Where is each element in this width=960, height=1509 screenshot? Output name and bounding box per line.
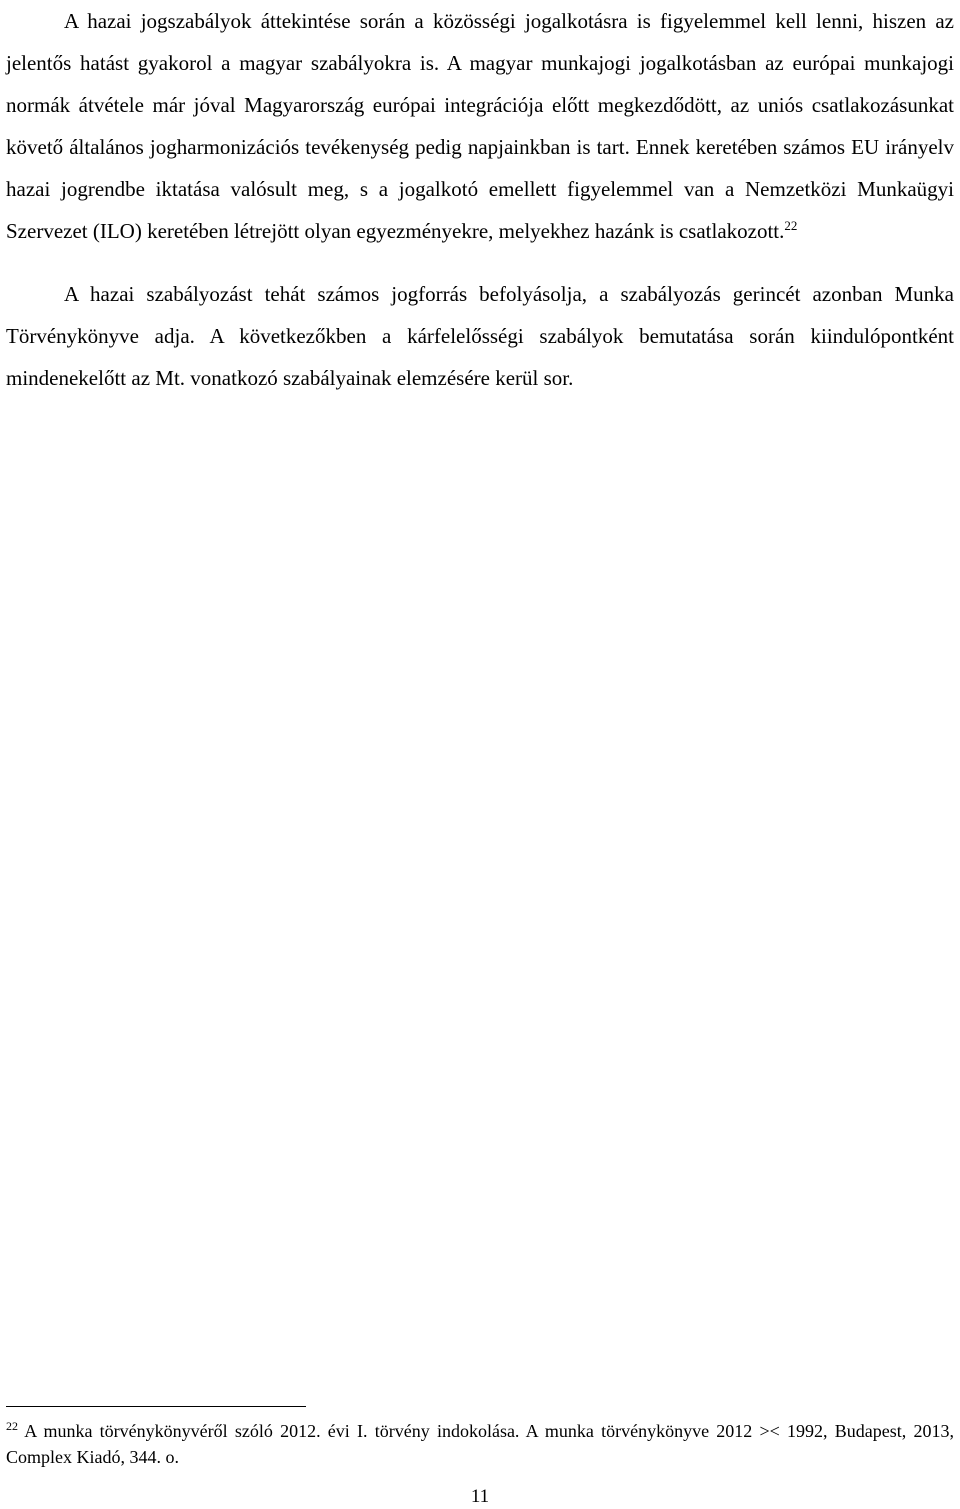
page-number: 11 (470, 1486, 490, 1507)
footnote-reference: 22 (784, 218, 798, 233)
footnote-text: A munka törvénykönyvéről szóló 2012. évi I. törvény indokolása. A munka törvénykönyve 2012 >< 1992, Budapest, 2013, Complex Kiadó, 344. o. (6, 1421, 954, 1467)
paragraph-2 (6, 273, 954, 399)
body-text (6, 0, 954, 399)
footnote-number: 22 (6, 1419, 18, 1433)
paragraph-2-text: A hazai szabályozást tehát számos jogforrás befolyásolja, a szabályozás gerincét azonban Munka Törvénykönyve adja. A következőkben a kárfelelősségi szabályok bemutatása során kiindulópontként mindenekelőtt az Mt. vonatkozó szabályainak elemzésére kerül sor. (6, 282, 954, 390)
paragraph-1 (6, 0, 954, 252)
footnote-separator (6, 1406, 306, 1407)
footnote (6, 1418, 954, 1470)
paragraph-1-text: A hazai jogszabályok áttekintése során a közösségi jogalkotásra is figyelemmel kell lenni, hiszen az jelentős hatást gyakorol a magyar szabályokra is. A magyar munkajogi jogalkotásban az európai munkajogi normák átvétele már jóval Magyarország európai integrációja előtt megkezdődött, az uniós csatlakozásunkat követő általános jogharmonizációs tevékenység pedig napjainkban is tart. Ennek keretében számos EU irányelv hazai jogrendbe iktatása valósult meg, s a jogalkotó emellett figyelemmel van a Nemzetközi Munkaügyi Szervezet (ILO) keretében létrejött olyan egyezményekre, melyekhez hazánk is csatlakozott. (6, 9, 954, 243)
